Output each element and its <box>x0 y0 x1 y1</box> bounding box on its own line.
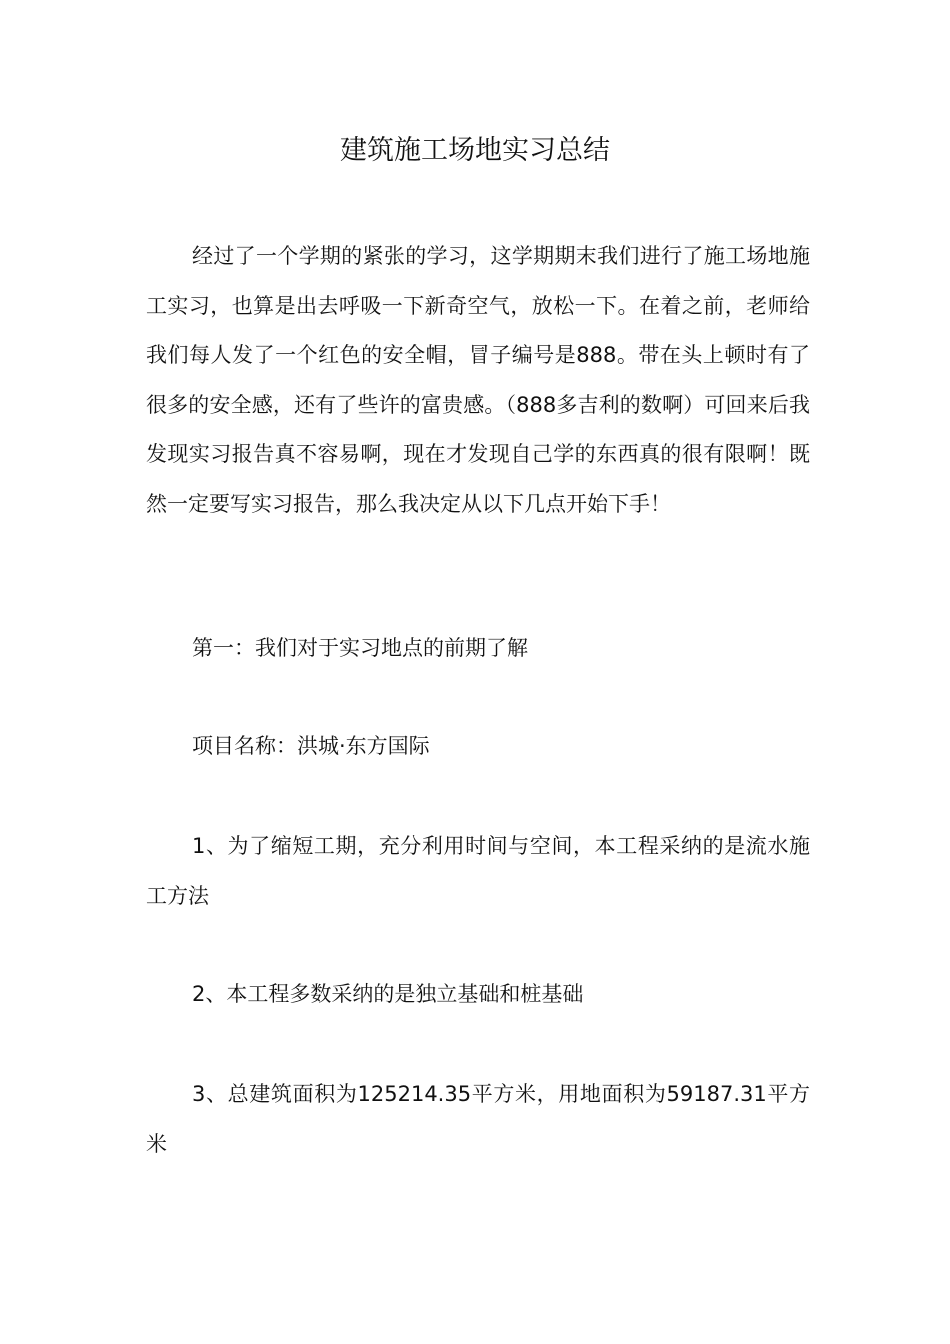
paragraph-item-3: 3、总建筑面积为125214.35平方米，用地面积为59187.31平方米 <box>146 1082 810 1156</box>
document-title: 建筑施工场地实习总结 <box>340 135 610 166</box>
paragraph-project-name: 项目名称：洪城·东方国际 <box>192 734 430 758</box>
paragraph-intro: 经过了一个学期的紧张的学习，这学期期末我们进行了施工场地施工实习，也算是出去呼吸一下新奇空气，放松一下。在着之前，老师给我们每人发了一个红色的安全帽，冒子编号是888。带在头上顿时有了很多的安全感，还有了些许的富贵感。（888多吉利的数啊）可回来后我发现实习报告真不容易啊，现在才发现自己学的东西真的很有限啊！既然一定要写实习报告，那么我决定从以下几点开始下手！ <box>146 244 810 516</box>
paragraph-section-heading: 第一：我们对于实习地点的前期了解 <box>192 636 528 660</box>
paragraph-item-1: 1、为了缩短工期，充分利用时间与空间，本工程采纳的是流水施工方法 <box>146 834 810 908</box>
paragraph-item-2: 2、本工程多数采纳的是独立基础和桩基础 <box>192 982 584 1006</box>
